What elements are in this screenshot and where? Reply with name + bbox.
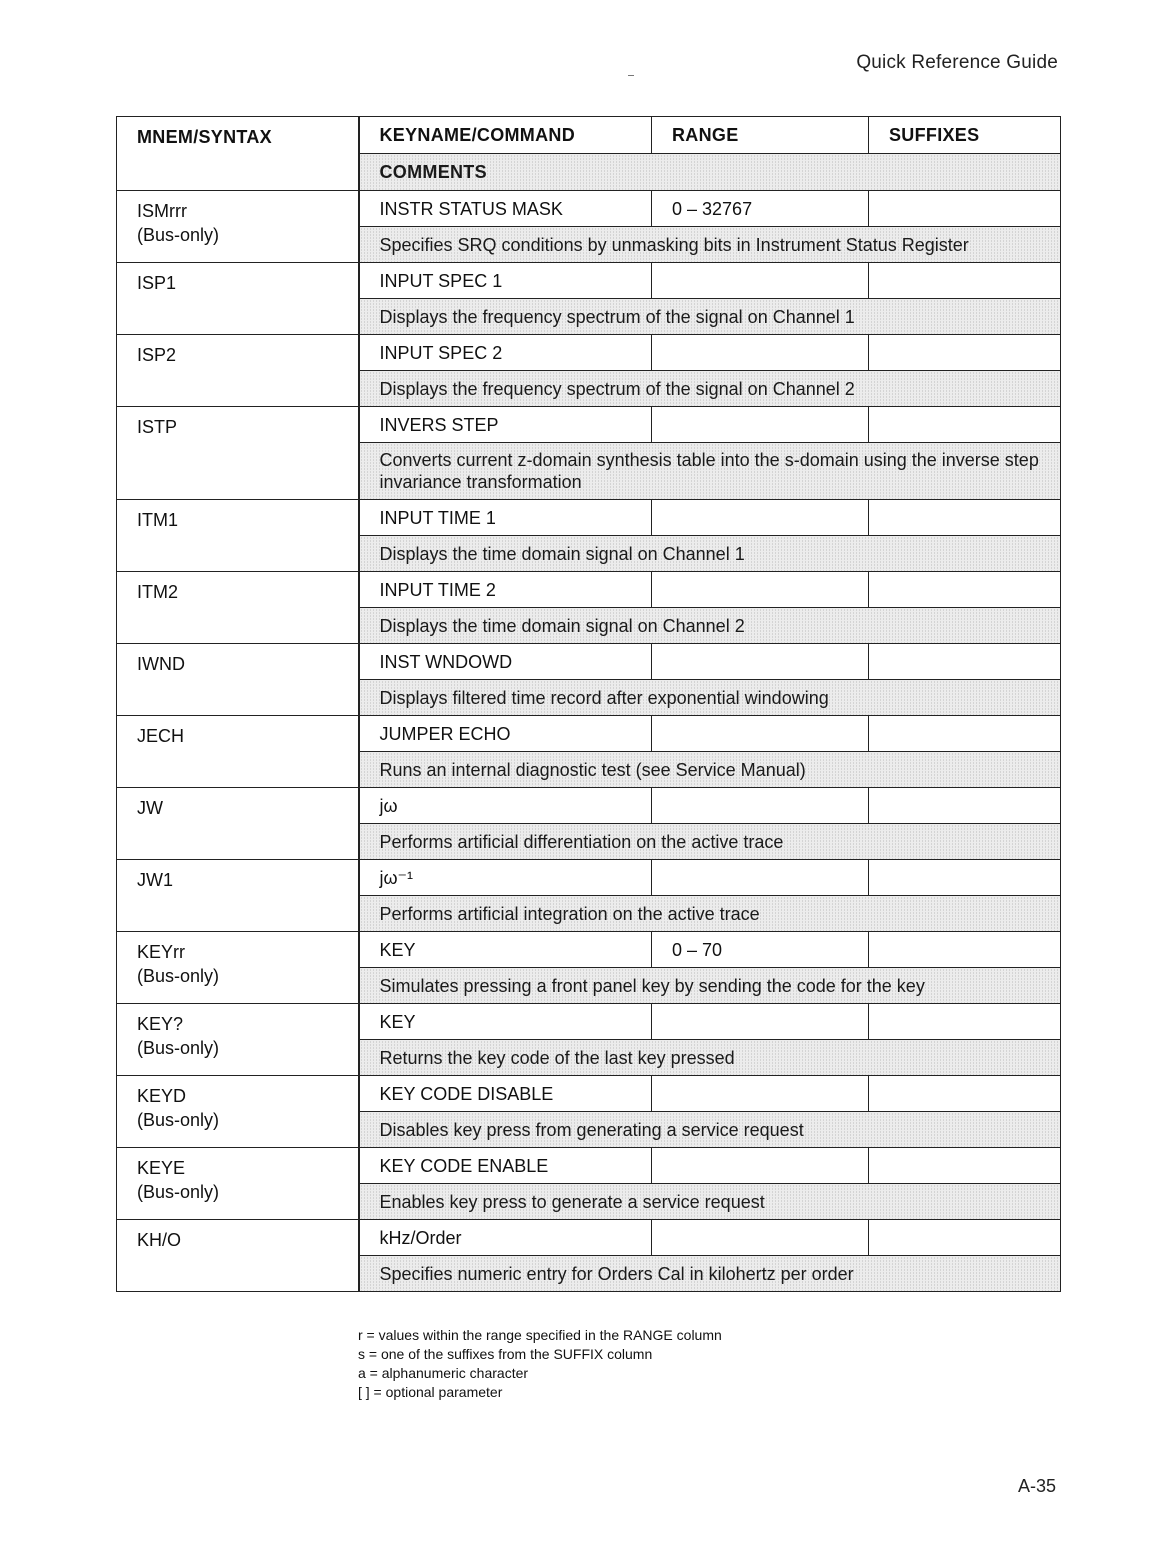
mnemonic: IWND <box>137 654 185 674</box>
comment-cell: Performs artificial differentiation on the active trace <box>359 824 1061 860</box>
keyname-cell: jω⁻¹ <box>359 860 652 896</box>
keyname-cell: kHz/Order <box>359 1220 652 1256</box>
suffixes-cell <box>869 860 1061 896</box>
keyname-cell: JUMPER ECHO <box>359 716 652 752</box>
mnem-cell <box>117 788 359 860</box>
scan-mark <box>628 75 634 76</box>
mnemonic: JW1 <box>137 870 173 890</box>
keyname-cell: KEY <box>359 1004 652 1040</box>
mnemonic: ISP2 <box>137 345 177 365</box>
bus-only-note: (Bus-only) <box>137 1038 220 1058</box>
mnem-cell <box>117 191 359 263</box>
suffixes-cell <box>869 1148 1061 1184</box>
mnem-cell <box>117 716 359 788</box>
mnem-cell <box>117 1076 359 1148</box>
comment-cell: Runs an internal diagnostic test (see Service Manual) <box>359 752 1061 788</box>
bus-only-note: (Bus-only) <box>137 225 220 245</box>
mnemonic: JECH <box>137 726 185 746</box>
range-cell <box>652 500 869 536</box>
header-comments: COMMENTS <box>359 154 1061 191</box>
range-cell <box>652 572 869 608</box>
comment-cell: Returns the key code of the last key pressed <box>359 1040 1061 1076</box>
comment-cell: Performs artificial integration on the active trace <box>359 896 1061 932</box>
table-row <box>117 1076 1061 1112</box>
suffixes-cell <box>869 407 1061 443</box>
keyname-cell: INST WNDOWD <box>359 644 652 680</box>
table-row <box>117 263 1061 299</box>
mnem-cell <box>117 263 359 335</box>
mnem-cell <box>117 1148 359 1220</box>
mnem-cell <box>117 407 359 500</box>
suffixes-cell <box>869 716 1061 752</box>
keyname-cell: INPUT SPEC 2 <box>359 335 652 371</box>
keyname-cell: KEY CODE DISABLE <box>359 1076 652 1112</box>
mnem-cell <box>117 860 359 932</box>
comment-cell: Disables key press from generating a service request <box>359 1112 1061 1148</box>
mnemonic: JW <box>137 798 163 818</box>
table-row <box>117 788 1061 824</box>
comment-cell: Converts current z-domain synthesis table into the s-domain using the inverse step invariance transformation <box>359 443 1061 500</box>
suffixes-cell <box>869 572 1061 608</box>
comment-cell: Specifies SRQ conditions by unmasking bits in Instrument Status Register <box>359 227 1061 263</box>
comment-cell: Displays filtered time record after exponential windowing <box>359 680 1061 716</box>
keyname-cell: INPUT SPEC 1 <box>359 263 652 299</box>
range-cell <box>652 407 869 443</box>
page-number: A-35 <box>1017 1476 1056 1496</box>
comment-cell: Displays the frequency spectrum of the signal on Channel 1 <box>359 299 1061 335</box>
table-row <box>117 572 1061 608</box>
range-cell <box>652 788 869 824</box>
mnem-cell <box>117 500 359 572</box>
reference-table <box>116 116 1061 1292</box>
page-header-title: Quick Reference Guide <box>856 52 1058 73</box>
keyname-cell: INPUT TIME 2 <box>359 572 652 608</box>
table-row <box>117 335 1061 371</box>
footnote-s: s = one of the suffixes from the SUFFIX column <box>358 1346 653 1362</box>
mnemonic: KEYD <box>137 1086 187 1106</box>
comment-cell: Simulates pressing a front panel key by sending the code for the key <box>359 968 1061 1004</box>
comment-cell: Displays the time domain signal on Channel 2 <box>359 608 1061 644</box>
mnemonic: ISMrrr <box>137 201 187 221</box>
suffixes-cell <box>869 500 1061 536</box>
table-row <box>117 932 1061 968</box>
mnemonic: KH/O <box>137 1230 182 1250</box>
comment-cell: Displays the frequency spectrum of the signal on Channel 2 <box>359 371 1061 407</box>
mnemonic: ITM1 <box>137 510 179 530</box>
range-cell <box>652 716 869 752</box>
footnotes <box>358 1326 722 1402</box>
mnemonic: ISP1 <box>137 273 177 293</box>
suffixes-cell <box>869 1220 1061 1256</box>
mnemonic: ISTP <box>137 417 178 437</box>
keyname-cell: KEY CODE ENABLE <box>359 1148 652 1184</box>
table-row <box>117 500 1061 536</box>
mnem-cell <box>117 644 359 716</box>
header-mnem: MNEM/SYNTAX <box>117 117 359 191</box>
range-cell <box>652 860 869 896</box>
table-row <box>117 716 1061 752</box>
keyname-cell: jω <box>359 788 652 824</box>
header-suffixes: SUFFIXES <box>869 117 1061 154</box>
comment-cell: Displays the time domain signal on Channel 1 <box>359 536 1061 572</box>
mnemonic: KEYrr <box>137 942 186 962</box>
bus-only-note: (Bus-only) <box>137 1182 220 1202</box>
range-cell <box>652 1148 869 1184</box>
mnem-cell <box>117 572 359 644</box>
footnote-a: a = alphanumeric character <box>358 1365 529 1381</box>
range-cell <box>652 263 869 299</box>
footnote-optional: [ ] = optional parameter <box>358 1384 503 1400</box>
mnem-cell <box>117 932 359 1004</box>
suffixes-cell <box>869 644 1061 680</box>
range-cell <box>652 1004 869 1040</box>
bus-only-note: (Bus-only) <box>137 1110 220 1130</box>
table-row <box>117 1148 1061 1184</box>
bus-only-note: (Bus-only) <box>137 966 220 986</box>
suffixes-cell <box>869 932 1061 968</box>
mnemonic: KEY? <box>137 1014 184 1034</box>
table-row <box>117 860 1061 896</box>
range-cell <box>652 1076 869 1112</box>
mnemonic: ITM2 <box>137 582 179 602</box>
keyname-cell: INVERS STEP <box>359 407 652 443</box>
footnote-r: r = values within the range specified in the RANGE column <box>358 1327 722 1343</box>
mnemonic: KEYE <box>137 1158 186 1178</box>
range-cell <box>652 644 869 680</box>
keyname-cell: KEY <box>359 932 652 968</box>
mnem-cell <box>117 1004 359 1076</box>
suffixes-cell <box>869 1076 1061 1112</box>
suffixes-cell <box>869 335 1061 371</box>
table-row <box>117 644 1061 680</box>
table-row <box>117 407 1061 443</box>
table-row <box>117 191 1061 227</box>
keyname-cell: INPUT TIME 1 <box>359 500 652 536</box>
suffixes-cell <box>869 191 1061 227</box>
mnem-cell <box>117 335 359 407</box>
table-row <box>117 1220 1061 1256</box>
comment-cell: Enables key press to generate a service request <box>359 1184 1061 1220</box>
range-cell: 0 – 32767 <box>652 191 869 227</box>
suffixes-cell <box>869 788 1061 824</box>
table-row <box>117 1004 1061 1040</box>
range-cell: 0 – 70 <box>652 932 869 968</box>
header-range: RANGE <box>652 117 869 154</box>
header-keyname: KEYNAME/COMMAND <box>359 117 652 154</box>
suffixes-cell <box>869 1004 1061 1040</box>
table-header-row <box>117 117 1061 154</box>
comment-cell: Specifies numeric entry for Orders Cal in kilohertz per order <box>359 1256 1061 1292</box>
suffixes-cell <box>869 263 1061 299</box>
keyname-cell: INSTR STATUS MASK <box>359 191 652 227</box>
mnem-cell <box>117 1220 359 1292</box>
range-cell <box>652 335 869 371</box>
range-cell <box>652 1220 869 1256</box>
